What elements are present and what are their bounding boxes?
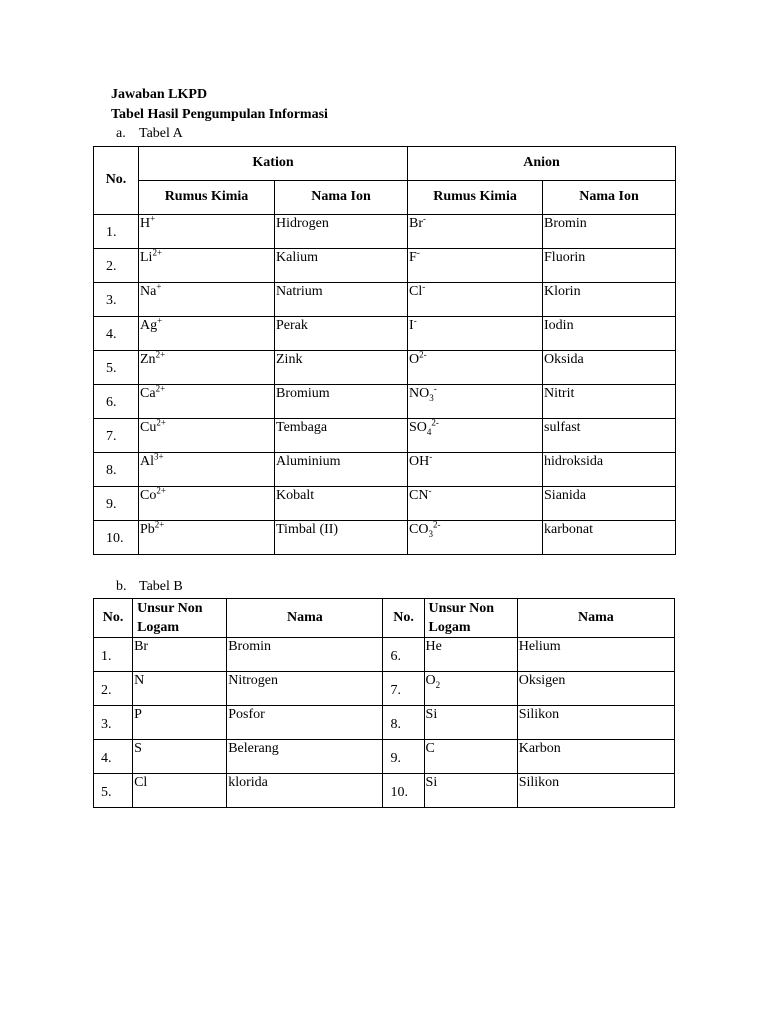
element-symbol-left (133, 774, 227, 808)
table-b-col-unsur-left (133, 599, 227, 638)
anion-formula-base: SO (409, 420, 427, 435)
element-symbol-base: Cl (134, 775, 148, 790)
table-a-col-nama-anion: Nama Ion (543, 181, 676, 215)
anion-name: Oksida (543, 351, 676, 385)
kation-formula-charge: 2+ (152, 247, 163, 258)
table-row (94, 249, 676, 283)
element-symbol-left (133, 706, 227, 740)
kation-name: Aluminium (275, 453, 408, 487)
kation-formula-base: Zn (140, 352, 156, 367)
anion-formula (408, 385, 543, 419)
kation-name: Perak (275, 317, 408, 351)
row-number: 1. (94, 215, 139, 249)
anion-formula (408, 521, 543, 555)
element-symbol-right (424, 706, 517, 740)
element-symbol-base: He (425, 639, 442, 654)
element-name-right: Silikon (517, 706, 674, 740)
kation-formula-base: Al (140, 454, 154, 469)
table-row (94, 351, 676, 385)
table-row (94, 283, 676, 317)
table-row (94, 385, 676, 419)
table-b-header-row (94, 599, 675, 638)
kation-formula-charge: + (156, 281, 162, 292)
kation-formula-base: Cu (140, 420, 157, 435)
kation-formula (139, 521, 275, 555)
kation-name: Timbal (II) (275, 521, 408, 555)
element-symbol-base: S (134, 741, 142, 756)
table-a-col-rumus-kation: Rumus Kimia (139, 181, 275, 215)
kation-formula-charge: 2+ (154, 519, 165, 530)
anion-formula-base: Cl (409, 284, 423, 299)
kation-formula (139, 215, 275, 249)
kation-formula (139, 283, 275, 317)
row-number-right: 6. (383, 638, 424, 672)
kation-formula-charge: + (150, 213, 156, 224)
kation-formula (139, 317, 275, 351)
row-number: 7. (94, 419, 139, 453)
element-name-right: Karbon (517, 740, 674, 774)
section-a-title: Tabel A (139, 126, 183, 141)
anion-name: Iodin (543, 317, 676, 351)
anion-formula (408, 249, 543, 283)
table-a-header-row-2 (94, 181, 676, 215)
anion-formula (408, 351, 543, 385)
kation-name: Zink (275, 351, 408, 385)
section-b-marker: b. (116, 579, 127, 594)
anion-formula-charge: 2- (419, 349, 427, 360)
anion-formula (408, 453, 543, 487)
element-symbol-base: Si (425, 775, 438, 790)
element-name-left: Bromin (227, 638, 383, 672)
anion-formula-base: F (409, 250, 417, 265)
kation-formula-charge: 2+ (155, 383, 166, 394)
table-row (94, 453, 676, 487)
element-symbol-base: C (425, 741, 435, 756)
row-number-right: 7. (383, 672, 424, 706)
element-symbol-left (133, 638, 227, 672)
kation-formula-base: Ag (140, 318, 158, 333)
anion-name: sulfast (543, 419, 676, 453)
kation-name: Hidrogen (275, 215, 408, 249)
row-number: 5. (94, 351, 139, 385)
anion-formula-base: NO (409, 386, 430, 401)
element-name-right: Oksigen (517, 672, 674, 706)
table-row (94, 521, 676, 555)
row-number: 8. (94, 453, 139, 487)
table-row (94, 672, 675, 706)
element-symbol-base: O (425, 673, 436, 688)
table-b-col-nama-left: Nama (227, 599, 383, 638)
element-symbol-base: P (134, 707, 142, 722)
table-row (94, 638, 675, 672)
anion-formula (408, 283, 543, 317)
document-subheading: Tabel Hasil Pengumpulan Informasi (111, 107, 328, 122)
anion-name: Klorin (543, 283, 676, 317)
anion-formula-base: O (409, 352, 420, 367)
section-b-title: Tabel B (139, 579, 183, 594)
anion-formula (408, 419, 543, 453)
anion-formula-base: I (409, 318, 414, 333)
table-a-group-anion: Anion (408, 147, 676, 181)
section-b-label (116, 579, 183, 596)
anion-formula-charge: - (416, 247, 420, 258)
anion-formula-base: CO (409, 522, 429, 537)
row-number-left: 4. (94, 740, 133, 774)
kation-formula-charge: + (157, 315, 163, 326)
table-b-col-unsur-left-line1: Unsur Non (137, 601, 203, 616)
table-row (94, 317, 676, 351)
table-row (94, 487, 676, 521)
anion-formula-charge: - (428, 485, 432, 496)
anion-name: Fluorin (543, 249, 676, 283)
anion-name: Nitrit (543, 385, 676, 419)
kation-formula-base: Co (140, 488, 157, 503)
row-number: 2. (94, 249, 139, 283)
table-a-col-rumus-anion: Rumus Kimia (408, 181, 543, 215)
anion-formula-charge: - (413, 315, 417, 326)
table-b-col-unsur-right-line1: Unsur Non (428, 601, 495, 616)
element-name-left: Nitrogen (227, 672, 383, 706)
anion-formula (408, 215, 543, 249)
row-number-right: 9. (383, 740, 424, 774)
anion-formula-subscript: 3 (428, 528, 433, 539)
row-number: 9. (94, 487, 139, 521)
section-a-marker: a. (116, 126, 126, 141)
kation-formula-charge: 2+ (156, 485, 166, 496)
table-row (94, 706, 675, 740)
row-number: 10. (94, 521, 139, 555)
kation-formula-charge: 2+ (156, 417, 166, 428)
table-b-col-nama-right: Nama (517, 599, 674, 638)
table-row (94, 740, 675, 774)
kation-formula-base: H (140, 216, 151, 231)
element-symbol-left (133, 740, 227, 774)
element-symbol-right (424, 740, 517, 774)
table-a-col-nama-kation: Nama Ion (275, 181, 408, 215)
anion-name: Bromin (543, 215, 676, 249)
kation-name: Tembaga (275, 419, 408, 453)
table-row (94, 215, 676, 249)
table-a (93, 146, 676, 555)
anion-name: Sianida (543, 487, 676, 521)
element-symbol-base: Si (425, 707, 438, 722)
element-name-left: klorida (227, 774, 383, 808)
row-number-left: 3. (94, 706, 133, 740)
kation-formula-base: Ca (140, 386, 156, 401)
anion-formula-base: CN (409, 488, 429, 503)
row-number: 3. (94, 283, 139, 317)
anion-formula (408, 317, 543, 351)
kation-formula-charge: 3+ (154, 451, 164, 462)
row-number: 4. (94, 317, 139, 351)
anion-formula-charge: 2- (431, 417, 439, 428)
section-a-label (116, 126, 183, 143)
kation-name: Kobalt (275, 487, 408, 521)
kation-name: Bromium (275, 385, 408, 419)
table-b-col-no-right: No. (383, 599, 424, 638)
anion-name: hidroksida (543, 453, 676, 487)
table-a-group-kation: Kation (139, 147, 408, 181)
anion-name: karbonat (543, 521, 676, 555)
table-row (94, 419, 676, 453)
table-b (93, 598, 675, 808)
anion-formula-charge: - (422, 281, 426, 292)
element-symbol-right (424, 774, 517, 808)
kation-formula (139, 453, 275, 487)
kation-name: Natrium (275, 283, 408, 317)
anion-formula-charge: 2- (432, 519, 441, 530)
table-b-col-unsur-right-line2: Logam (428, 620, 471, 635)
table-b-col-no-left: No. (94, 599, 133, 638)
element-symbol-subscript: 2 (435, 679, 441, 690)
kation-formula-base: Na (140, 284, 157, 299)
table-a-header-row-1 (94, 147, 676, 181)
kation-formula-charge: 2+ (155, 349, 166, 360)
row-number-left: 1. (94, 638, 133, 672)
kation-formula-base: Li (140, 250, 153, 265)
anion-formula-charge: - (423, 213, 427, 224)
element-name-left: Posfor (227, 706, 383, 740)
anion-formula-subscript: 3 (429, 392, 434, 403)
anion-formula-base: Br (409, 216, 424, 231)
kation-formula (139, 385, 275, 419)
row-number-left: 5. (94, 774, 133, 808)
anion-formula-charge: - (433, 383, 437, 394)
element-symbol-base: Br (134, 639, 149, 654)
table-b-col-unsur-right (424, 599, 517, 638)
element-symbol-right (424, 672, 517, 706)
element-symbol-left (133, 672, 227, 706)
document-heading: Jawaban LKPD (111, 87, 208, 102)
kation-formula (139, 351, 275, 385)
kation-name: Kalium (275, 249, 408, 283)
row-number-right: 8. (383, 706, 424, 740)
element-name-right: Helium (517, 638, 674, 672)
element-symbol-base: N (134, 673, 145, 688)
table-b-col-unsur-left-line2: Logam (137, 620, 180, 635)
element-name-right: Silikon (517, 774, 674, 808)
anion-formula-base: OH (409, 454, 430, 469)
row-number: 6. (94, 385, 139, 419)
kation-formula-base: Pb (140, 522, 155, 537)
anion-formula-charge: - (429, 451, 433, 462)
row-number-left: 2. (94, 672, 133, 706)
kation-formula (139, 487, 275, 521)
kation-formula (139, 419, 275, 453)
kation-formula (139, 249, 275, 283)
table-a-col-no: No. (94, 147, 139, 215)
element-name-left: Belerang (227, 740, 383, 774)
anion-formula-subscript: 4 (426, 426, 432, 437)
anion-formula (408, 487, 543, 521)
table-row (94, 774, 675, 808)
element-symbol-right (424, 638, 517, 672)
row-number-right: 10. (383, 774, 424, 808)
